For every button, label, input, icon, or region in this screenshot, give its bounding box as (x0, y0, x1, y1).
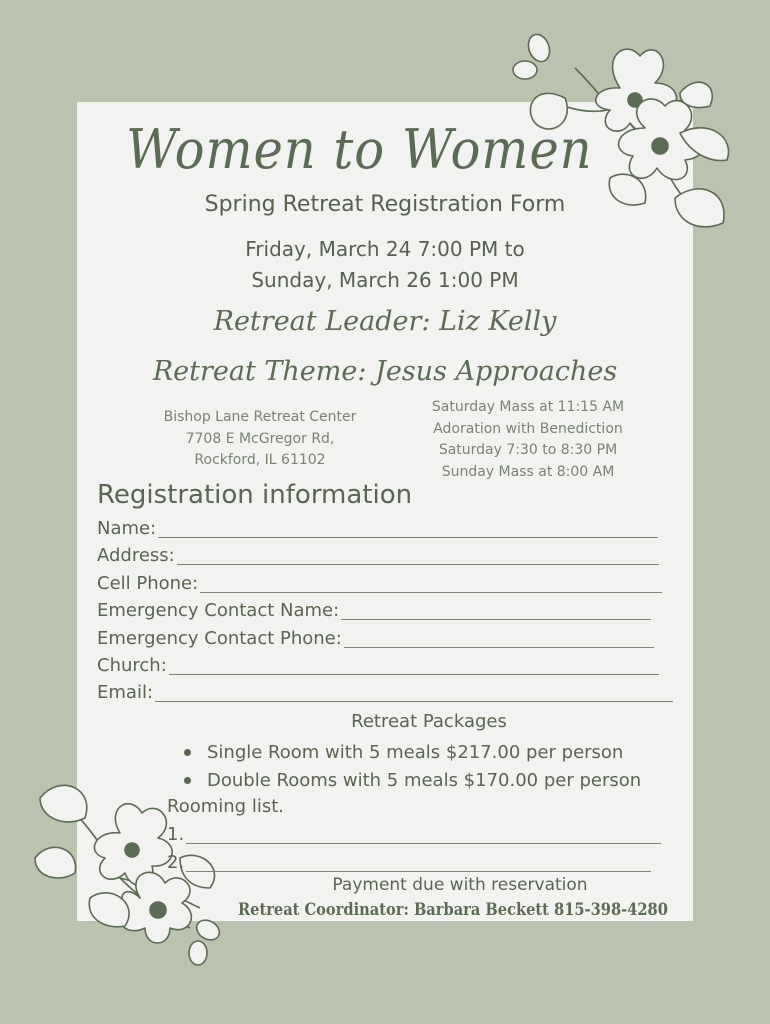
form-title: Women to Women (126, 118, 593, 181)
rooming-number: 1. (167, 824, 185, 845)
field-label: Emergency Contact Name: (97, 600, 340, 622)
mass-schedule (408, 397, 648, 483)
package-label: Double Rooms with 5 meals $170.00 per person (207, 769, 642, 791)
rooming-entry[interactable] (167, 824, 661, 852)
name-input-line[interactable] (158, 518, 658, 538)
field-label: Cell Phone: (97, 572, 199, 594)
email-field[interactable] (97, 682, 677, 709)
bullet-icon (184, 749, 191, 756)
schedule-item: Adoration with Benediction (433, 420, 623, 437)
package-item (180, 738, 641, 766)
field-label: Name: (97, 518, 157, 539)
church-input-line[interactable] (169, 655, 659, 675)
form-subtitle: Spring Retreat Registration Form (204, 192, 566, 217)
venue-name: Bishop Lane Retreat Center (163, 409, 357, 425)
address-input-line[interactable] (177, 545, 659, 565)
email-input-line[interactable] (155, 682, 673, 702)
rooming-list-label: Rooming list. (167, 796, 284, 817)
emergency-contact-phone-input-line[interactable] (344, 628, 654, 648)
rooming-input-line[interactable] (186, 852, 651, 872)
schedule-item: Sunday Mass at 8:00 AM (441, 463, 615, 480)
name-field[interactable] (97, 518, 677, 545)
field-label: Emergency Contact Phone: (97, 627, 342, 649)
address-field[interactable] (97, 545, 677, 572)
rooming-input-line[interactable] (186, 824, 661, 844)
package-item (180, 766, 641, 794)
field-label: Address: (97, 545, 175, 567)
retreat-theme: Retreat Theme: Jesus Approaches (152, 356, 618, 387)
schedule-item: Saturday Mass at 11:15 AM (431, 399, 625, 415)
cell-phone-field[interactable] (97, 573, 677, 600)
bullet-icon (184, 777, 191, 784)
schedule-item: Saturday 7:30 to 8:30 PM (438, 442, 618, 458)
registration-fields (97, 518, 677, 710)
venue-address (150, 407, 370, 472)
rooming-list (167, 824, 661, 880)
dates-line-2: Sunday, March 26 1:00 PM (251, 268, 519, 292)
emergency-contact-name-input-line[interactable] (341, 600, 651, 620)
packages-list (180, 738, 641, 794)
package-label: Single Room with 5 meals $217.00 per person (207, 741, 624, 763)
cell-phone-input-line[interactable] (200, 573, 662, 593)
packages-heading: Retreat Packages (351, 711, 507, 732)
registration-heading: Registration information (97, 480, 413, 510)
emergency-contact-name-field[interactable] (97, 600, 677, 627)
field-label: Email: (97, 682, 154, 704)
payment-note: Payment due with reservation (332, 875, 588, 895)
retreat-leader: Retreat Leader: Liz Kelly (213, 306, 557, 337)
venue-street: 7708 E McGregor Rd, (185, 430, 335, 447)
venue-city: Rockford, IL 61102 (194, 452, 326, 468)
church-field[interactable] (97, 655, 677, 682)
emergency-contact-phone-field[interactable] (97, 628, 677, 655)
dates-line-1: Friday, March 24 7:00 PM to (245, 237, 525, 261)
field-label: Church: (97, 654, 167, 676)
retreat-dates (77, 234, 693, 296)
rooming-number: 2. (167, 852, 185, 873)
coordinator-contact: Retreat Coordinator: Barbara Beckett 815-398-4280 (238, 900, 668, 920)
